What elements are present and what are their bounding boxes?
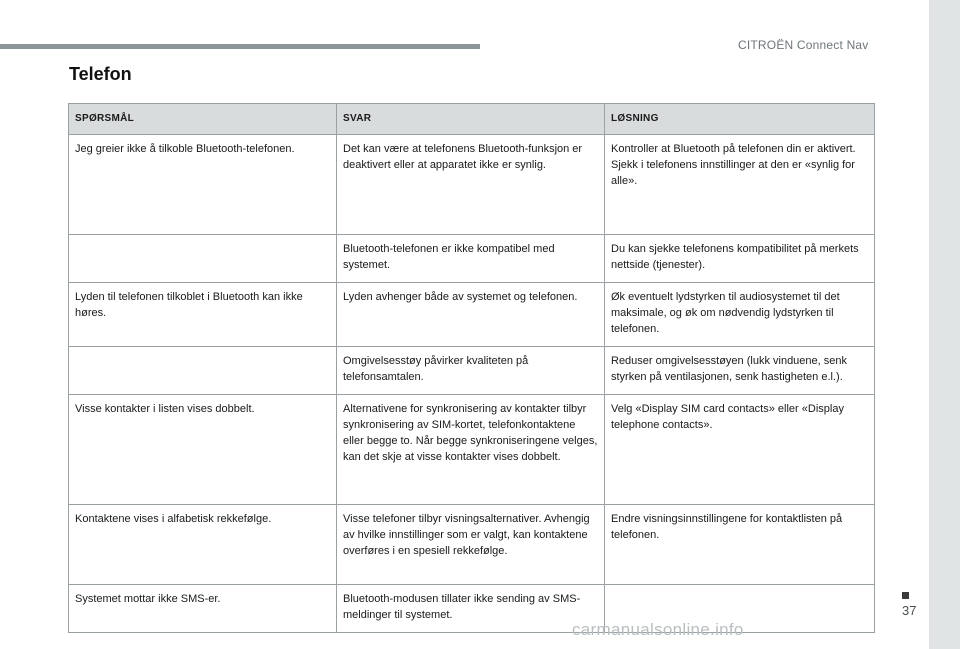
- question-cell-empty: [69, 347, 337, 395]
- page-title: Telefon: [69, 64, 132, 84]
- solution-cell: [605, 283, 875, 347]
- answer-text: Det kan være at telefonens Bluetooth-funksjon er deaktivert eller at apparatet ikke er synlig.: [343, 143, 583, 171]
- answer-cell: [337, 585, 605, 633]
- table-row: [69, 585, 875, 633]
- header-question: SPØRSMÅL: [69, 104, 337, 135]
- answer-text: Bluetooth-telefonen er ikke kompatibel med systemet.: [343, 243, 555, 271]
- answer-cell: [337, 135, 605, 235]
- faq-table: [68, 103, 875, 633]
- question-cell: [69, 585, 337, 633]
- question-cell: [69, 395, 337, 505]
- header-rule: [0, 44, 480, 49]
- side-strip: [929, 0, 960, 649]
- solution-cell: [605, 395, 875, 505]
- question-cell: [69, 505, 337, 585]
- table-row: [69, 395, 875, 505]
- answer-cell: [337, 283, 605, 347]
- answer-text: Bluetooth-modusen tillater ikke sending av SMS-meldinger til systemet.: [343, 593, 581, 621]
- page-marker: [902, 592, 909, 599]
- question-text: Lyden til telefonen tilkoblet i Bluetooth kan ikke høres.: [75, 291, 303, 319]
- answer-text: Omgivelsesstøy påvirker kvaliteten på telefonsamtalen.: [343, 355, 529, 383]
- answer-cell: [337, 347, 605, 395]
- table-row: [69, 283, 875, 347]
- answer-cell: [337, 395, 605, 505]
- table-row: [69, 347, 875, 395]
- solution-cell: [605, 347, 875, 395]
- answer-text: Visse telefoner tilbyr visningsalternativer. Avhengig av hvilke innstillinger som er valgt, kan kontaktene overføres i en spesiell rekkefølge.: [343, 513, 590, 557]
- table-row: [69, 235, 875, 283]
- question-cell-empty: [69, 235, 337, 283]
- question-cell: [69, 135, 337, 235]
- header-solution: LØSNING: [605, 104, 875, 135]
- answer-cell: [337, 235, 605, 283]
- table-row: [69, 505, 875, 585]
- header-answer: SVAR: [337, 104, 605, 135]
- table-row: [69, 135, 875, 235]
- solution-cell: [605, 505, 875, 585]
- solution-cell: [605, 235, 875, 283]
- answer-cell: [337, 505, 605, 585]
- solution-text: Reduser omgivelsesstøyen (lukk vinduene, senk styrken på ventilasjonen, senk hastigheten e.l.).: [611, 355, 848, 383]
- question-text: Jeg greier ikke å tilkoble Bluetooth-telefonen.: [75, 143, 295, 155]
- solution-text: Øk eventuelt lydstyrken til audiosystemet til det maksimale, og øk om nødvendig lydstyrken til telefonen.: [611, 291, 840, 335]
- answer-text: Lyden avhenger både av systemet og telefonen.: [343, 291, 578, 303]
- solution-text: Endre visningsinnstillingene for kontaktlisten på telefonen.: [611, 513, 843, 541]
- question-text: Systemet mottar ikke SMS-er.: [75, 593, 221, 605]
- solution-text: Velg «Display SIM card contacts» eller «Display telephone contacts».: [611, 403, 844, 431]
- solution-cell: [605, 135, 875, 235]
- question-text: Visse kontakter i listen vises dobbelt.: [75, 403, 255, 415]
- answer-text: Alternativene for synkronisering av kontakter tilbyr synkronisering av SIM-kortet, telefonkontaktene eller begge to. Når begge synkroniseringene velges, kan det skje at visse kontakter vises dobbelt.: [343, 403, 598, 463]
- question-cell: [69, 283, 337, 347]
- page-number: 37: [902, 603, 917, 618]
- watermark: carmanualsonline.info: [572, 620, 744, 639]
- solution-text: Kontroller at Bluetooth på telefonen din er aktivert. Sjekk i telefonens innstillinger at den er «synlig for alle».: [611, 143, 856, 187]
- table-header-row: [69, 104, 875, 135]
- solution-text: Du kan sjekke telefonens kompatibilitet på merkets nettside (tjenester).: [611, 243, 859, 271]
- question-text: Kontaktene vises i alfabetisk rekkefølge.: [75, 513, 272, 525]
- brand-label: CITROËN Connect Nav: [738, 38, 869, 52]
